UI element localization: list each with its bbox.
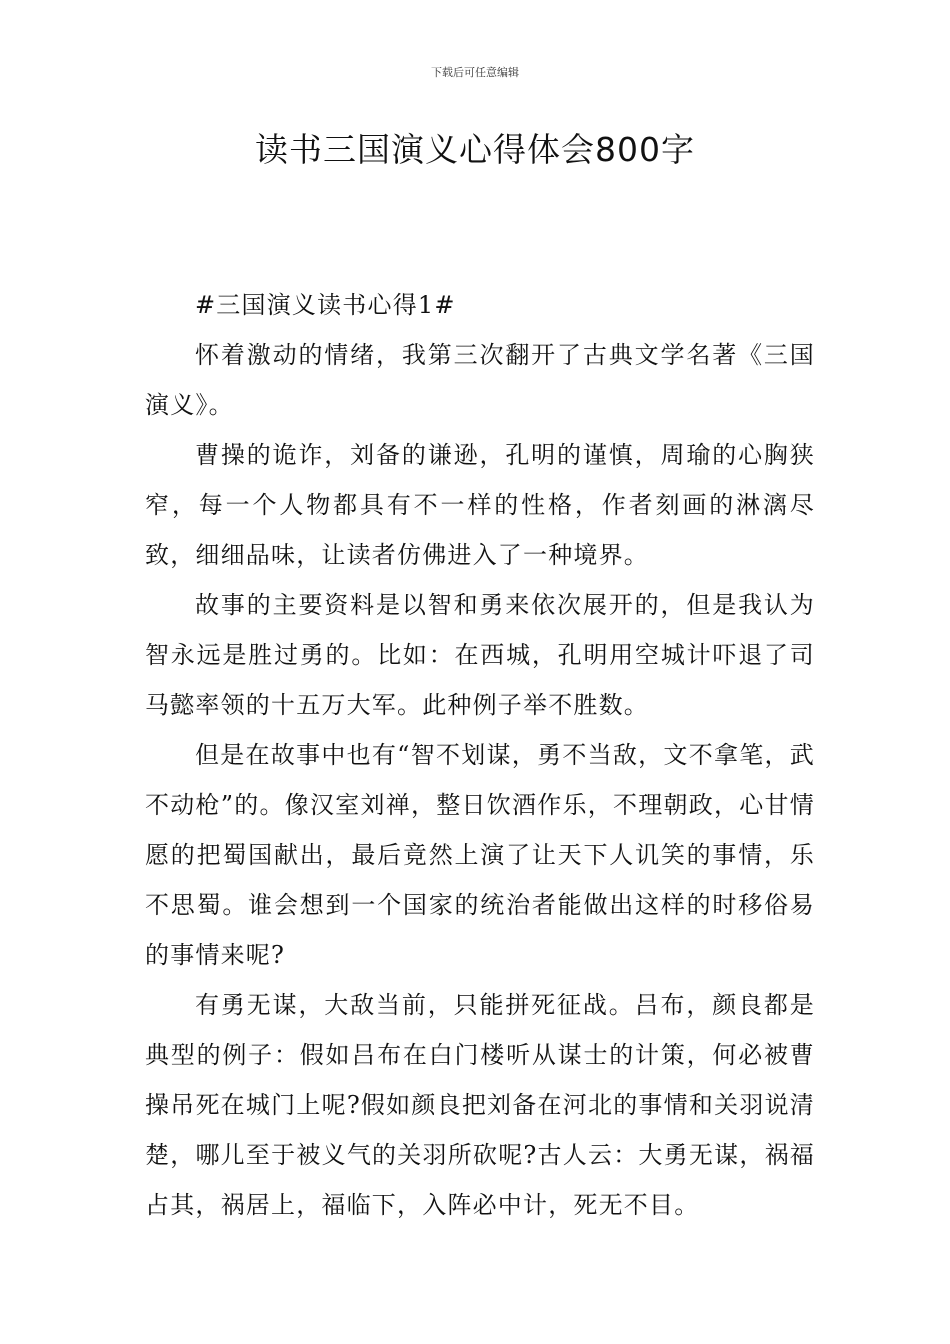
paragraph-1: 怀着激动的情绪，我第三次翻开了古典文学名著《三国演义》。 <box>145 341 815 419</box>
section-heading: #三国演义读书心得1# <box>195 291 456 319</box>
paragraph-4: 但是在故事中也有“智不划谋，勇不当敌，文不拿笔，武不动枪”的。像汉室刘禅，整日饮酒作乐，不理朝政，心甘情愿的把蜀国献出，最后竟然上演了让天下人讥笑的事情，乐不思蜀。谁会想到一个国家的统治者能做出这样的时移俗易的事情来呢? <box>145 741 815 969</box>
header-note: 下载后可任意编辑 <box>431 66 519 79</box>
document-title: 读书三国演义心得体会800字 <box>255 130 695 169</box>
paragraph-5: 有勇无谋，大敌当前，只能拼死征战。吕布，颜良都是典型的例子：假如吕布在白门楼听从谋士的计策，何必被曹操吊死在城门上呢?假如颜良把刘备在河北的事情和关羽说清楚，哪儿至于被义气的关羽所砍呢?古人云：大勇无谋，祸福占其，祸居上，福临下，入阵必中计，死无不目。 <box>145 991 815 1219</box>
document-body <box>145 280 815 1230</box>
paragraph-3: 故事的主要资料是以智和勇来依次展开的，但是我认为智永远是胜过勇的。比如：在西城，孔明用空城计吓退了司马懿率领的十五万大军。此种例子举不胜数。 <box>145 591 815 719</box>
paragraph-2: 曹操的诡诈，刘备的谦逊，孔明的谨慎，周瑜的心胸狭窄，每一个人物都具有不一样的性格，作者刻画的淋漓尽致，细细品味，让读者仿佛进入了一种境界。 <box>145 441 815 569</box>
